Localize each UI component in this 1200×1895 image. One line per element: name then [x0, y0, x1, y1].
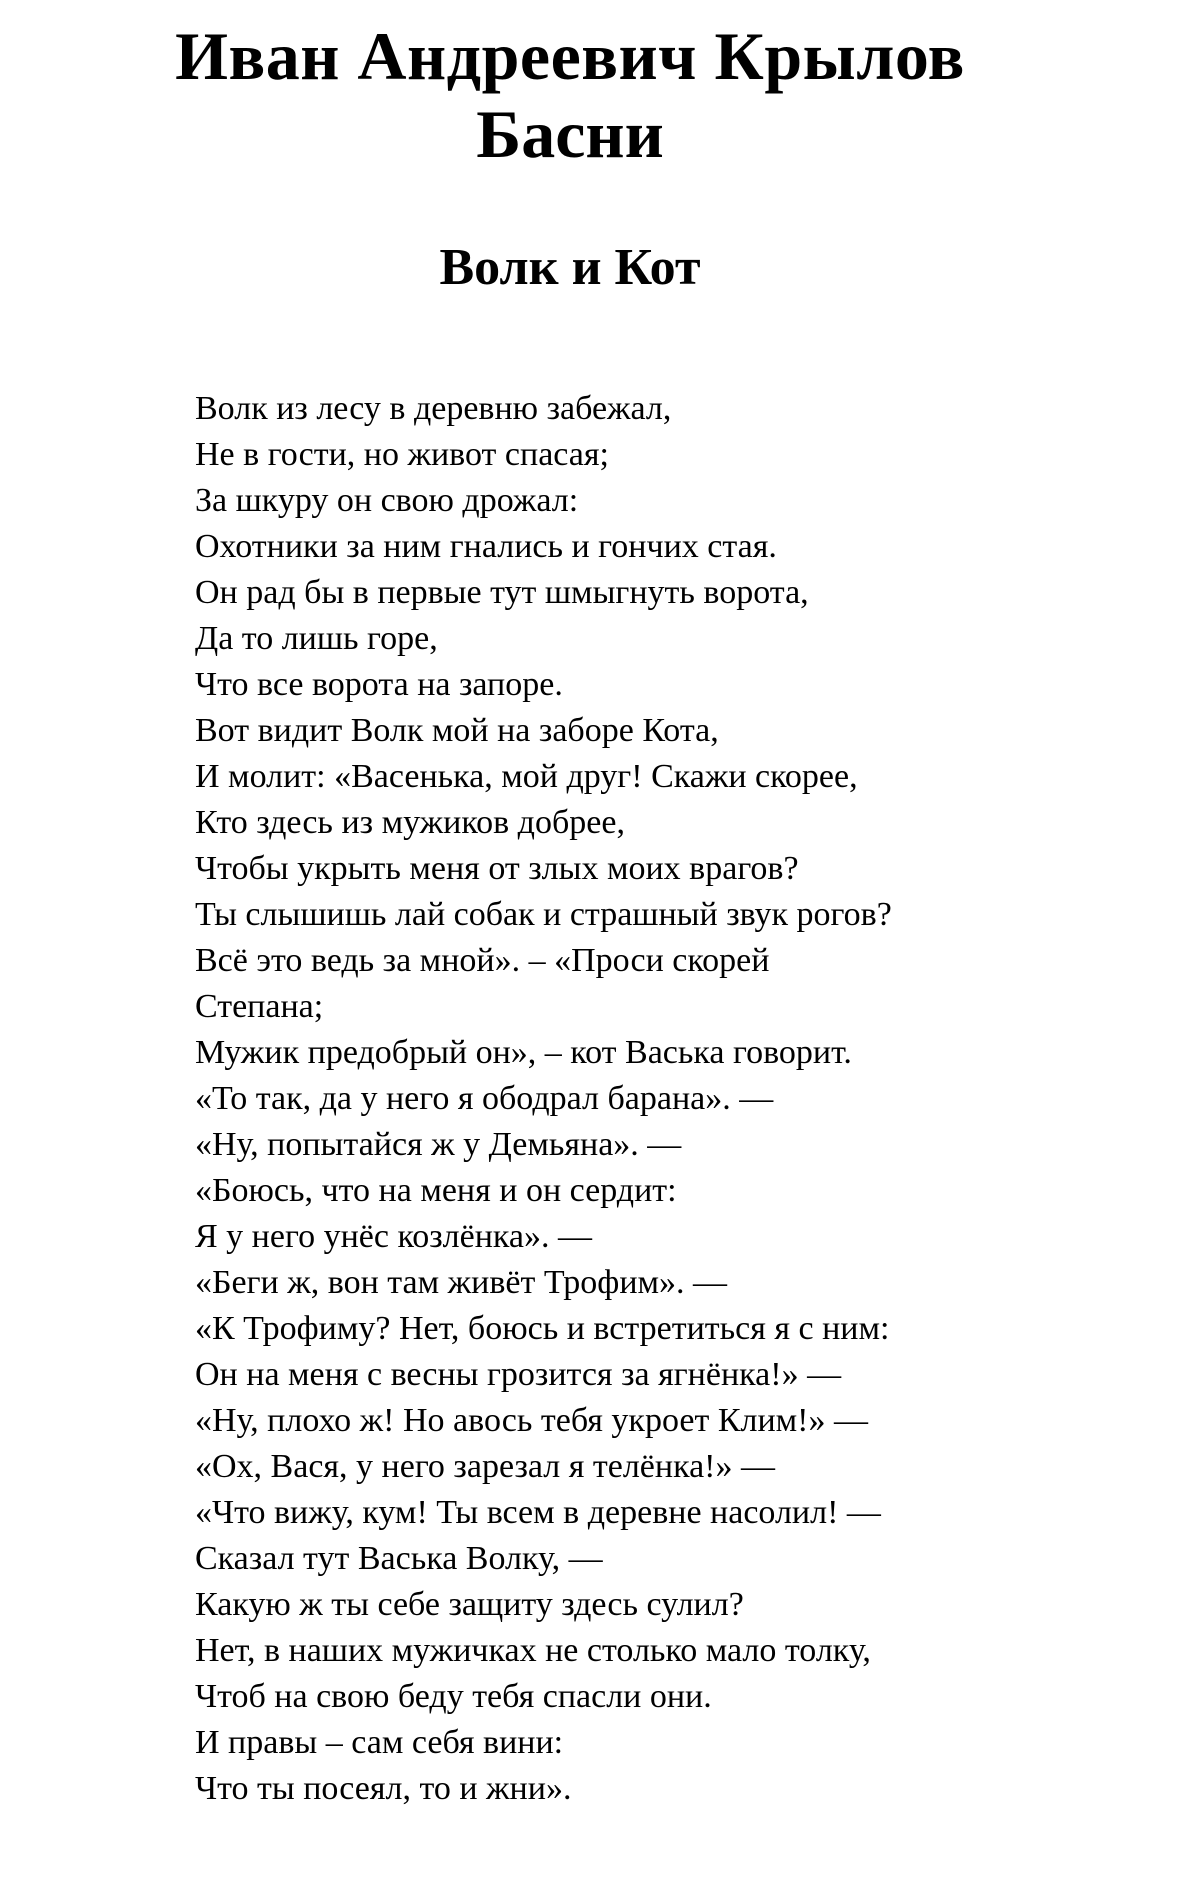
poem-line: «Боюсь, что на меня и он сердит: [195, 1172, 677, 1209]
poem-line: Мужик предобрый он», – кот Васька говорит. [195, 1034, 852, 1071]
poem-line: Я у него унёс козлёнка». — [195, 1218, 593, 1255]
poem-line: Охотники за ним гнались и гончих стая. [195, 528, 777, 565]
poem-text [195, 386, 1145, 1812]
poem-line: Кто здесь из мужиков добрее, [195, 804, 625, 841]
poem-line: Вот видит Волк мой на заборе Кота, [195, 712, 719, 749]
poem-line: Степана; [195, 988, 324, 1025]
poem-line: И правы – сам себя вини: [195, 1724, 564, 1761]
author-name: Иван Андреевич Крылов [175, 18, 965, 94]
poem-line: Нет, в наших мужичках не столько мало толку, [195, 1632, 871, 1669]
poem-line: Какую ж ты себе защиту здесь сулил? [195, 1586, 744, 1623]
poem-line: Всё это ведь за мной». – «Проси скорей [195, 942, 770, 979]
poem-line: Он на меня с весны грозится за ягнёнка!» — [195, 1356, 842, 1393]
poem-line: Сказал тут Васька Волку, — [195, 1540, 603, 1577]
poem-line: Волк из лесу в деревню забежал, [195, 390, 672, 427]
poem-line: Да то лишь горе, [195, 620, 438, 657]
poem-line: «То так, да у него я ободрал барана». — [195, 1080, 774, 1117]
poem-line: «Беги ж, вон там живёт Трофим». — [195, 1264, 728, 1301]
poem-line: «Ну, попытайся ж у Демьяна». — [195, 1126, 682, 1163]
poem-line: Чтобы укрыть меня от злых моих врагов? [195, 850, 799, 887]
poem-line: Что ты посеял, то и жни». [195, 1770, 572, 1807]
fable-title: Волк и Кот [439, 239, 701, 296]
document-header [0, 0, 1140, 172]
poem-line: Что все ворота на запоре. [195, 666, 563, 703]
poem-line: Ты слышишь лай собак и страшный звук рогов? [195, 896, 892, 933]
poem-line: За шкуру он свою дрожал: [195, 482, 579, 519]
book-title: Басни [476, 96, 664, 172]
poem-line: И молит: «Васенька, мой друг! Скажи скорее, [195, 758, 858, 795]
poem-line: Не в гости, но живот спасая; [195, 436, 609, 473]
poem-line: «К Трофиму? Нет, боюсь и встретиться я с ним: [195, 1310, 890, 1347]
poem-line: Чтоб на свою беду тебя спасли они. [195, 1678, 712, 1715]
poem-line: Он рад бы в первые тут шмыгнуть ворота, [195, 574, 809, 611]
poem-line: «Что вижу, кум! Ты всем в деревне насолил! — [195, 1494, 881, 1531]
poem-line: «Ну, плохо ж! Но авось тебя укроет Клим!» — [195, 1402, 868, 1439]
poem-line: «Ох, Вася, у него зарезал я телёнка!» — [195, 1448, 776, 1485]
